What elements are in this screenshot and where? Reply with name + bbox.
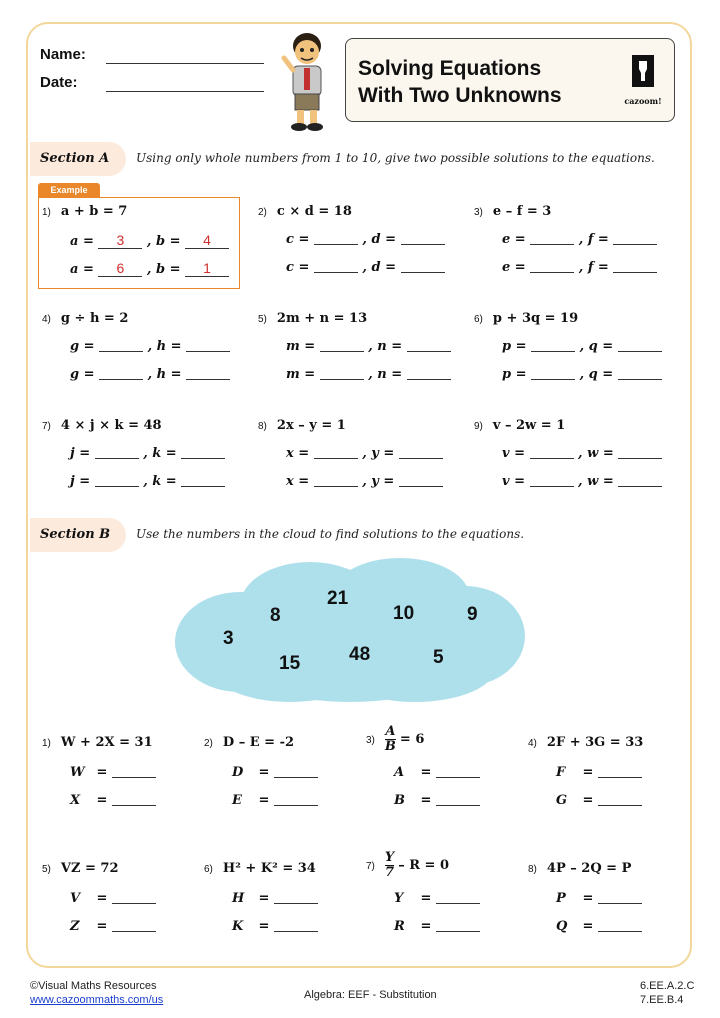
answer-blank[interactable] (314, 260, 358, 273)
section-b-label: Section B (40, 527, 111, 542)
example-answer: 4 (185, 232, 229, 249)
variable-label: v (502, 474, 510, 489)
fraction-denominator: B (384, 739, 396, 754)
question-number: 1) (42, 207, 51, 218)
answer-row: j = , k = (70, 446, 225, 461)
variable-label: Y (394, 891, 404, 906)
answer-row: g = , h = (70, 339, 230, 354)
answer-blank[interactable] (274, 919, 318, 932)
equation: c × d = 18 (276, 204, 352, 219)
answer-blank[interactable] (598, 919, 642, 932)
variable-label: p (502, 367, 512, 382)
answer-row: Z = (70, 919, 156, 934)
question-number: 5) (258, 314, 267, 325)
question-number: 8) (258, 421, 267, 432)
fraction-numerator: A (385, 724, 396, 739)
answer-blank[interactable] (407, 367, 451, 380)
section-a-header (30, 142, 680, 176)
answer-blank[interactable] (618, 339, 662, 352)
answer-blank[interactable] (436, 793, 480, 806)
variable-label: m (286, 339, 300, 354)
variable-label: p (502, 339, 512, 354)
answer-row: R = (394, 919, 480, 934)
variable-label: d (371, 232, 381, 247)
answer-blank[interactable] (618, 367, 662, 380)
question (42, 311, 128, 326)
variable-label: d (371, 260, 381, 275)
question-number: 3) (366, 735, 375, 746)
fraction (385, 851, 394, 880)
equation: W + 2X = 31 (60, 735, 153, 750)
variable-label: h (156, 339, 167, 354)
variable-label: P (556, 891, 566, 906)
variable-label: k (152, 474, 162, 489)
cloud-number: 48 (349, 644, 371, 665)
variable-label: x (286, 474, 294, 489)
answer-row: K = (232, 919, 318, 934)
answer-row: a = 3 , b = 4 (70, 232, 229, 249)
question (42, 735, 153, 750)
variable-label: F (556, 765, 566, 780)
cartoon-boy-illustration (280, 28, 334, 134)
question (474, 418, 565, 433)
answer-row: Q = (556, 919, 642, 934)
answer-blank[interactable] (314, 446, 358, 459)
answer-row: D = (232, 765, 318, 780)
answer-blank[interactable] (598, 891, 642, 904)
equation: v – 2w = 1 (492, 418, 566, 433)
answer-blank[interactable] (530, 446, 574, 459)
variable-label: j (70, 446, 75, 461)
answer-row: W = (70, 765, 156, 780)
answer-blank[interactable] (401, 260, 445, 273)
variable-label: a (70, 234, 79, 249)
question (42, 418, 162, 433)
equation: a + b = 7 (60, 204, 128, 219)
question-number: 4) (528, 738, 537, 749)
equation: 2F + 3G = 33 (546, 735, 644, 750)
variable-label: G (556, 793, 568, 808)
variable-label: e (502, 260, 511, 275)
answer-row: V = (70, 891, 156, 906)
variable-label: b (155, 262, 166, 277)
variable-label: w (587, 446, 599, 461)
answer-row: j = , k = (70, 474, 225, 489)
cloud-number: 10 (393, 603, 415, 624)
answer-blank[interactable] (401, 232, 445, 245)
variable-label: k (152, 446, 162, 461)
answer-blank[interactable] (274, 891, 318, 904)
answer-blank[interactable] (95, 474, 139, 487)
answer-row: G = (556, 793, 642, 808)
answer-blank[interactable] (618, 446, 662, 459)
variable-label: n (377, 367, 387, 382)
answer-blank[interactable] (407, 339, 451, 352)
question-number: 5) (42, 864, 51, 875)
question-number: 9) (474, 421, 483, 432)
variable-label: j (70, 474, 75, 489)
variable-label: n (377, 339, 387, 354)
footer-standard-code: 6.EE.A.2.C (640, 980, 695, 992)
variable-label: Z (70, 919, 80, 934)
equation: e – f = 3 (492, 204, 552, 219)
equation: g ÷ h = 2 (60, 311, 129, 326)
question (366, 725, 424, 754)
answer-blank[interactable] (613, 260, 657, 273)
answer-blank[interactable] (436, 765, 480, 778)
question (258, 204, 352, 219)
question (258, 311, 367, 326)
answer-row: e = , f = (502, 260, 657, 275)
worksheet-title: Solving Equations With Two Unknowns (358, 57, 562, 107)
answer-row: P = (556, 891, 642, 906)
answer-row: p = , q = (502, 339, 662, 354)
section-a-label: Section A (40, 151, 110, 166)
answer-row: m = , n = (286, 339, 451, 354)
variable-label: Q (556, 919, 568, 934)
footer-link[interactable]: www.cazoommaths.com/us (30, 994, 164, 1006)
answer-blank[interactable] (99, 339, 143, 352)
equation: – R = 0 (398, 858, 450, 873)
section-a-instruction: Using only whole numbers from 1 to 10, give two possible solutions to the equations. (136, 151, 655, 165)
variable-label: y (371, 474, 379, 489)
footer-standard-code: 7.EE.B.4 (640, 994, 684, 1006)
cazoom-logo: cazoom! (618, 53, 668, 109)
equation: = 6 (399, 732, 425, 747)
variable-label: a (70, 262, 79, 277)
answer-blank[interactable] (181, 474, 225, 487)
answer-row: H = (232, 891, 318, 906)
fraction (385, 725, 396, 754)
answer-blank[interactable] (530, 260, 574, 273)
question (42, 861, 119, 876)
section-b-header (30, 518, 680, 552)
variable-label: A (394, 765, 405, 780)
answer-blank[interactable] (95, 446, 139, 459)
answer-row: g = , h = (70, 367, 230, 382)
cloud-number: 9 (467, 604, 478, 625)
answer-row: v = , w = (502, 446, 662, 461)
answer-blank[interactable] (598, 765, 642, 778)
answer-row: c = , d = (286, 232, 445, 247)
variable-label: R (394, 919, 405, 934)
variable-label: K (232, 919, 244, 934)
variable-label: W (70, 765, 85, 780)
equation: 2x – y = 1 (276, 418, 346, 433)
question-number: 3) (474, 207, 483, 218)
answer-blank[interactable] (186, 339, 230, 352)
variable-label: q (588, 339, 598, 354)
answer-blank[interactable] (181, 446, 225, 459)
answer-blank[interactable] (531, 367, 575, 380)
question-number: 7) (366, 861, 375, 872)
answer-blank[interactable] (112, 793, 156, 806)
answer-row: a = 6 , b = 1 (70, 260, 229, 277)
answer-row: x = , y = (286, 474, 443, 489)
cloud-number: 3 (223, 628, 234, 649)
answer-blank[interactable] (436, 891, 480, 904)
variable-label: H (232, 891, 245, 906)
cloud-number: 8 (270, 605, 281, 626)
question (528, 735, 643, 750)
answer-row: p = , q = (502, 367, 662, 382)
question-number: 8) (528, 864, 537, 875)
variable-label: D (232, 765, 244, 780)
variable-label: v (502, 446, 510, 461)
answer-row: m = , n = (286, 367, 451, 382)
variable-label: e (502, 232, 511, 247)
variable-label: f (587, 232, 594, 247)
footer-copyright: ©Visual Maths Resources (30, 980, 157, 992)
variable-label: c (286, 260, 294, 275)
equation: p + 3q = 19 (492, 311, 579, 326)
name-label: Name: (40, 46, 86, 63)
answer-row: e = , f = (502, 232, 657, 247)
answer-blank[interactable] (436, 919, 480, 932)
date-field[interactable] (106, 91, 264, 92)
question-number: 7) (42, 421, 51, 432)
answer-row: c = , d = (286, 260, 445, 275)
answer-row: x = , y = (286, 446, 443, 461)
question-number: 6) (204, 864, 213, 875)
variable-label: V (70, 891, 81, 906)
equation: VZ = 72 (60, 861, 119, 876)
answer-blank[interactable] (320, 339, 364, 352)
question-number: 2) (204, 738, 213, 749)
fraction-numerator: Y (384, 850, 395, 865)
variable-label: q (588, 367, 598, 382)
answer-blank[interactable] (598, 793, 642, 806)
question (474, 204, 551, 219)
answer-blank[interactable] (186, 367, 230, 380)
answer-blank[interactable] (399, 446, 443, 459)
answer-row: Y = (394, 891, 480, 906)
cloud-number: 5 (433, 647, 444, 668)
answer-blank[interactable] (274, 793, 318, 806)
answer-blank[interactable] (314, 474, 358, 487)
answer-blank[interactable] (618, 474, 662, 487)
cloud-number: 21 (327, 588, 349, 609)
title-box (345, 38, 675, 122)
answer-blank[interactable] (320, 367, 364, 380)
question-number: 1) (42, 738, 51, 749)
variable-label: E (232, 793, 242, 808)
variable-label: w (587, 474, 599, 489)
date-label: Date: (40, 74, 78, 91)
question-number: 4) (42, 314, 51, 325)
answer-blank[interactable] (399, 474, 443, 487)
question (204, 735, 294, 750)
answer-blank[interactable] (531, 339, 575, 352)
variable-label: m (286, 367, 300, 382)
answer-row: E = (232, 793, 318, 808)
answer-blank[interactable] (274, 765, 318, 778)
question-number: 2) (258, 207, 267, 218)
answer-blank[interactable] (530, 232, 574, 245)
example-answer: 1 (185, 260, 229, 277)
question (204, 861, 316, 876)
name-field[interactable] (106, 63, 264, 64)
variable-label: f (587, 260, 594, 275)
cloud-number: 15 (279, 653, 301, 674)
question (258, 418, 346, 433)
footer-topic: Algebra: EEF - Substitution (304, 989, 437, 1001)
variable-label: B (394, 793, 405, 808)
equation: 2m + n = 13 (276, 311, 368, 326)
variable-label: X (70, 793, 81, 808)
fraction-denominator: 7 (385, 865, 395, 880)
answer-blank[interactable] (112, 765, 156, 778)
equation: 4 × j × k = 48 (60, 418, 162, 433)
variable-label: x (286, 446, 294, 461)
question (42, 204, 127, 219)
answer-blank[interactable] (613, 232, 657, 245)
question-number: 6) (474, 314, 483, 325)
example-answer: 6 (98, 260, 142, 277)
variable-label: h (156, 367, 167, 382)
question (528, 861, 631, 876)
answer-row: X = (70, 793, 156, 808)
answer-row: B = (394, 793, 480, 808)
example-tag: Example (38, 183, 100, 197)
variable-label: c (286, 232, 294, 247)
variable-label: g (70, 339, 80, 354)
answer-blank[interactable] (314, 232, 358, 245)
equation: H² + K² = 34 (222, 861, 316, 876)
question (366, 851, 449, 880)
equation: 4P – 2Q = P (546, 861, 632, 876)
equation: D – E = -2 (222, 735, 295, 750)
section-b-instruction: Use the numbers in the cloud to find solutions to the equations. (136, 527, 525, 541)
answer-blank[interactable] (112, 891, 156, 904)
example-answer: 3 (98, 232, 142, 249)
answer-blank[interactable] (112, 919, 156, 932)
answer-row: F = (556, 765, 642, 780)
answer-blank[interactable] (530, 474, 574, 487)
variable-label: b (155, 234, 166, 249)
answer-blank[interactable] (99, 367, 143, 380)
question (474, 311, 578, 326)
variable-label: g (70, 367, 80, 382)
answer-row: A = (394, 765, 480, 780)
variable-label: y (371, 446, 379, 461)
answer-row: v = , w = (502, 474, 662, 489)
